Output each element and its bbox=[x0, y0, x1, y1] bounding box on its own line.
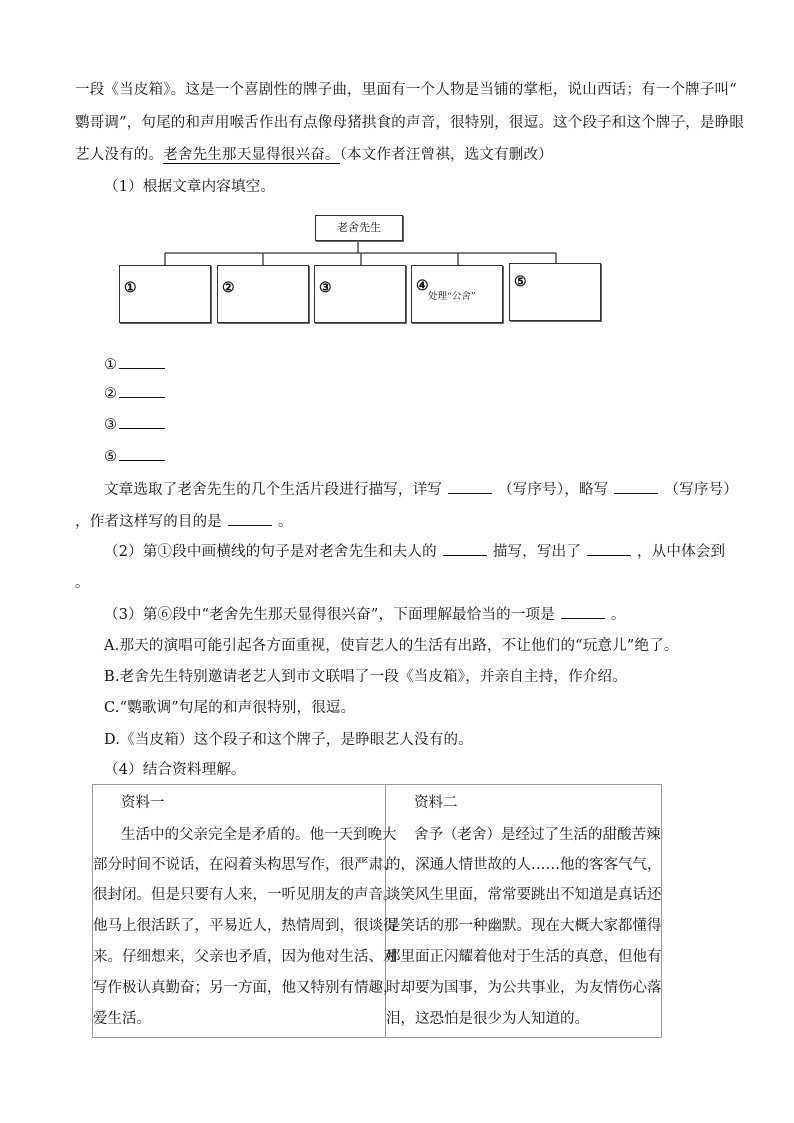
material-1-line: 写作极认真勤奋；另一方面，他又特别有情趣， bbox=[93, 980, 398, 996]
q2-text: （2）第①段中画横线的句子是对老舍先生和夫人的 bbox=[104, 544, 437, 560]
material-2-title: 资料二 bbox=[414, 795, 458, 811]
diagram-root: 老舍先生 bbox=[315, 215, 403, 241]
blank-label: ② bbox=[104, 386, 118, 402]
blank-label: ① bbox=[104, 357, 118, 373]
diagram-leaf-3 bbox=[314, 265, 406, 323]
diagram-leaf-1 bbox=[119, 265, 211, 323]
diagram-leaf-2 bbox=[217, 265, 309, 323]
material-1-line: 很封闭。但是只要有人来，一听见朋友的声音。 bbox=[93, 887, 398, 903]
materials-table bbox=[92, 784, 662, 1038]
intro-line-1: 一段《当皮箱》。这是一个喜剧性的牌子曲，里面有一个人物是当铺的掌柜，说山西话；有一个牌子叫“ bbox=[75, 82, 737, 98]
material-1-title: 资料一 bbox=[121, 795, 165, 811]
blank-label: ⑤ bbox=[104, 449, 118, 465]
material-1-line: 生活中的父亲完全是矛盾的。他一天到晚大 bbox=[121, 827, 397, 843]
q3-option-d[interactable]: D.《当皮箱）这个段子和这个牌子，是睁眼艺人没有的。 bbox=[104, 732, 473, 748]
underlined-sentence: 老舍先生那天显得很兴奋。 bbox=[163, 147, 340, 163]
q3-text: （3）第⑥段中“老舍先生那天显得很兴奋”，下面理解最恰当的一项是 bbox=[104, 607, 555, 623]
leaf-number: ③ bbox=[319, 280, 332, 296]
q2-line-1 bbox=[104, 541, 725, 562]
answer-blank[interactable] bbox=[561, 604, 605, 619]
q2-line-2: 。 bbox=[75, 575, 90, 591]
material-1-line: 来。仔细想来，父亲也矛盾，因为他对生活、对 bbox=[93, 949, 398, 965]
q3-option-a[interactable]: A.那天的演唱可能引起各方面重视，使盲艺人的生活有出路，不让他们的“玩意儿”绝了。 bbox=[104, 638, 679, 654]
answer-blank[interactable] bbox=[119, 446, 165, 461]
diagram-leaf-5 bbox=[509, 263, 601, 321]
answer-blank[interactable] bbox=[443, 541, 487, 556]
q1-prompt: （1）根据文章内容填空。 bbox=[104, 179, 276, 195]
blank-1 bbox=[104, 354, 165, 375]
answer-blank[interactable] bbox=[448, 479, 492, 494]
q3-option-b[interactable]: B.老舍先生特别邀请老艺人到市文联唱了一段《当皮箱》，并亲自主持，作介绍。 bbox=[104, 669, 627, 685]
leaf-number: ① bbox=[124, 280, 137, 296]
material-1-cell bbox=[93, 785, 398, 1037]
leaf-number: ④ bbox=[416, 278, 429, 294]
material-2-line: 的，深通人情世故的人……他的客客气气， bbox=[386, 857, 662, 873]
answer-blank[interactable] bbox=[228, 511, 272, 526]
q3-option-c[interactable]: C.“鹦歌调”句尾的和声很特别，很逗。 bbox=[104, 700, 356, 716]
fill-text: ，作者这样写的目的是 bbox=[75, 514, 222, 530]
intro-line-3-plain: 艺人没有的。 bbox=[75, 147, 164, 163]
q1-fill-line-1 bbox=[104, 479, 738, 500]
blank-5 bbox=[104, 446, 165, 467]
material-2-line: 泪，这恐怕是很少为人知道的。 bbox=[386, 1011, 589, 1027]
q1-fill-line-2 bbox=[75, 511, 293, 532]
fill-text: 。 bbox=[278, 514, 293, 530]
tree-diagram bbox=[117, 213, 603, 329]
answer-blank[interactable] bbox=[587, 541, 631, 556]
q3-prompt bbox=[104, 604, 626, 625]
fill-text: （写序号），略写 bbox=[498, 482, 609, 498]
material-2-line: 谈笑风生里面，常常要跳出不知道是真话还 bbox=[386, 887, 662, 903]
material-1-line: 爱生活。 bbox=[93, 1011, 151, 1027]
material-2-line: 那里面正闪耀着他对于生活的真意，但他有 bbox=[386, 949, 662, 965]
fill-text: （写序号） bbox=[664, 482, 738, 498]
material-2-line: 舍予（老舍）是经过了生活的甜酸苦辣 bbox=[414, 827, 661, 843]
material-2-line: 时却要为国事，为公共事业，为友情伤心落 bbox=[386, 980, 662, 996]
material-2-line: 是笑话的那一种幽默。现在大概大家都懂得 bbox=[386, 918, 662, 934]
q2-text: ，从中体会到 bbox=[637, 544, 726, 560]
fill-text: 文章选取了老舍先生的几个生活片段进行描写，详写 bbox=[104, 482, 443, 498]
source-note: （本文作者汪曾祺，选文有删改） bbox=[339, 147, 553, 163]
q2-text: 描写，写出了 bbox=[492, 544, 582, 560]
material-1-line: 他马上很活跃了，平易近人，热情周到，很谈得 bbox=[93, 918, 398, 934]
intro-line-2: 鹦哥调”，句尾的和声用喉舌作出有点像母猪拱食的声音，很特别，很逗。这个段子和这个牌子，是睁眼 bbox=[75, 115, 745, 131]
q3-text: 。 bbox=[610, 607, 626, 623]
blank-label: ③ bbox=[104, 417, 118, 433]
diagram-leaf-4 bbox=[411, 265, 503, 323]
answer-blank[interactable] bbox=[614, 479, 658, 494]
q4-prompt: （4）结合资料理解。 bbox=[104, 762, 246, 778]
answer-blank[interactable] bbox=[119, 354, 165, 369]
blank-2 bbox=[104, 383, 165, 404]
answer-blank[interactable] bbox=[119, 414, 165, 429]
material-1-line: 部分时间不说话，在闷着头构思写作，很严肃、 bbox=[93, 857, 398, 873]
blank-3 bbox=[104, 414, 165, 435]
material-2-cell bbox=[386, 785, 660, 1037]
leaf-number: ② bbox=[222, 280, 235, 296]
intro-line-3 bbox=[75, 145, 553, 165]
answer-blank[interactable] bbox=[119, 383, 165, 398]
leaf-number: ⑤ bbox=[514, 274, 527, 290]
leaf-text: 处理“公舍” bbox=[428, 291, 476, 302]
